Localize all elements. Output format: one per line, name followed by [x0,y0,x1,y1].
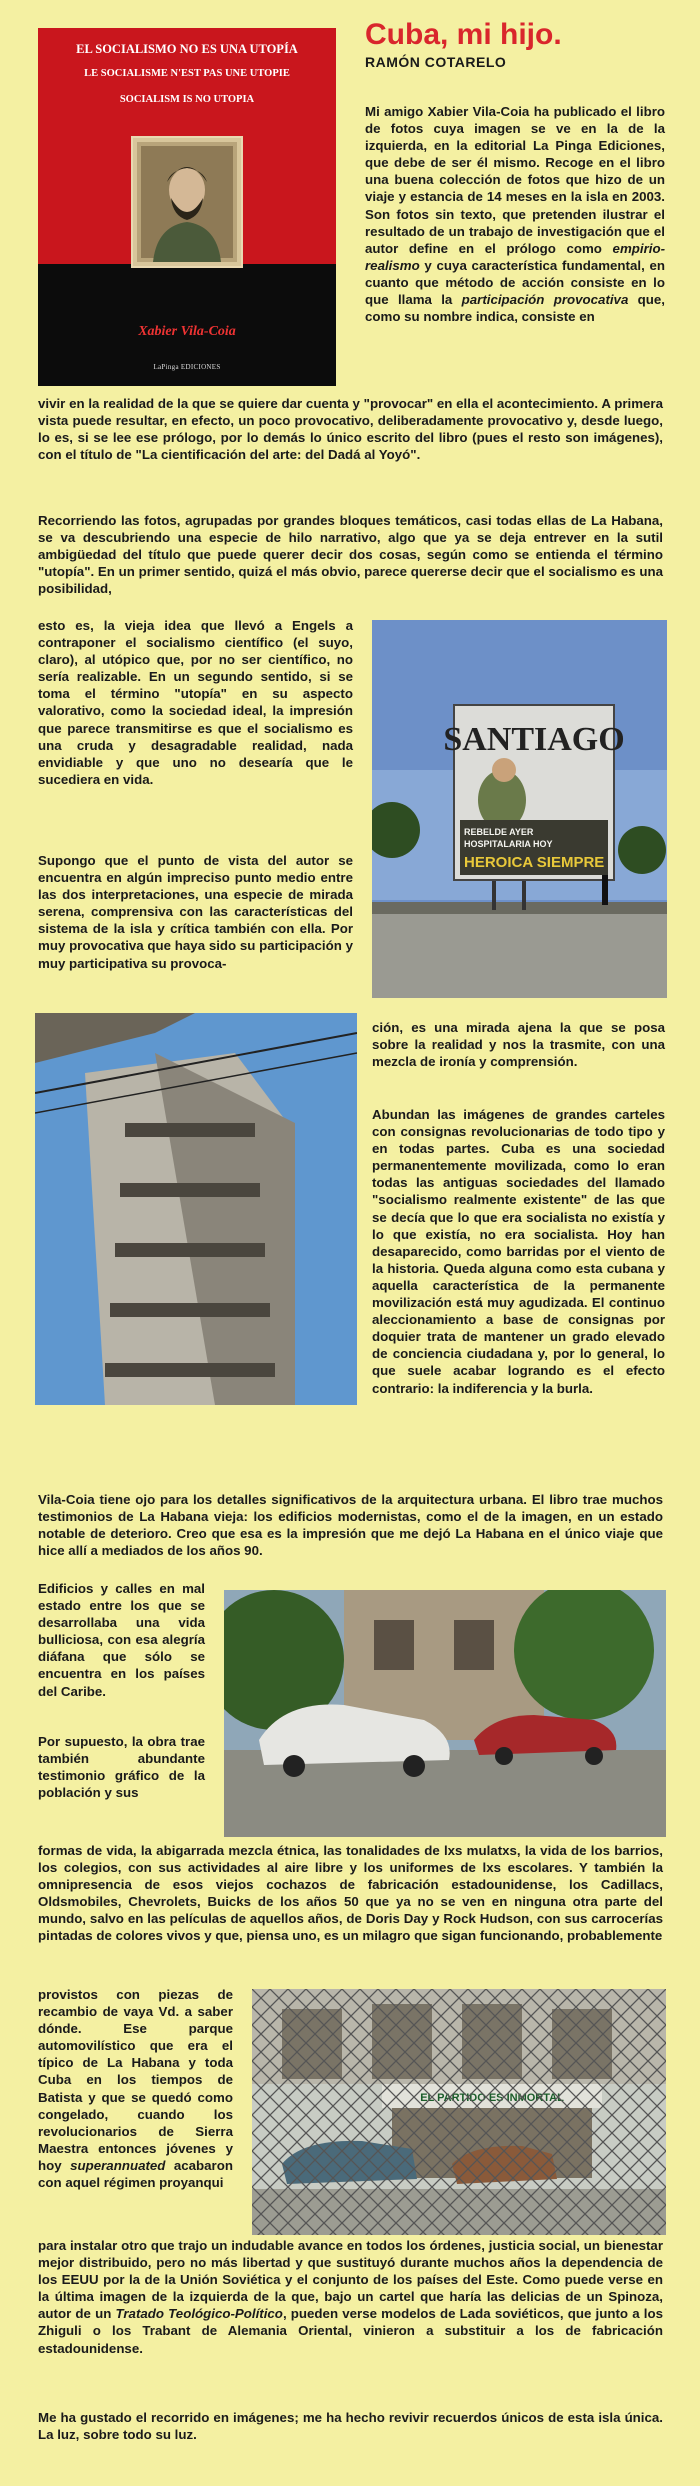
paragraph-cars: formas de vida, la abigarrada mezcla étnica, las tonalidades de lxs mulatxs, la vida de los barrios, los colegios, con sus actividades al aire libre y los uniformes de lxs escolares. Y también la omnipresencia de esos viejos cochazos de fabricación estadounidense, los Cadillacs, Oldsmobiles, Chevrolets, Buicks de los años 50 que ya no se ven en ninguna otra parte del mundo, salvo en las películas de aquellos años, de Doris Day y Rock Hudson, con sus carrocerías pintadas de colores vivos y que, piensa uno, es un milagro que sigan funcionando, probablemente [38,1843,663,1944]
cover-portrait-frame [131,136,243,268]
intro-term-1: empirio-realismo [365,240,666,273]
intro-text-1: Mi amigo Xabier Vila-Coia ha publicado el libro de fotos cuya imagen se ve en la de la izquierda, en la editorial La Pinga Ediciones, que debe de ser él mismo. Recoge en el libro una buena colección de fotos que hizo de un viaje y estancia de 14 meses en la isla en 2003. Son fotos sin texto, que pretenden ilustrar el resultado de un trabajo de investigación que el autor define en el prólogo como [365,104,665,256]
intro-paragraph [365,103,665,325]
intro-term-2: participación provocativa [461,292,629,308]
party-slogan-fence-photo [252,1989,666,2235]
paragraph-revolution [38,2237,663,2357]
revolution-text-2: , pueden verse modelos de Lada soviéticos, que junto a los Zhiguli o los Trabant de Alemania Oriental, vinieron a substituir a los de fabricación estadounidense. [38,2306,663,2356]
sign-line-rebelde: REBELDE AYER [464,827,534,837]
paragraph-point-of-view: Supongo que el punto de vista del autor se encuentra en algún impreciso punto medio entre las dos interpretaciones, una especie de mirada serena, comprensiva con las características del sistema de la isla y crítica también con ella. Por muy provocativa que haya sido su participación y muy participativa su provoca- [38,853,353,971]
cover-author: Xabier Vila-Coia [138,324,236,339]
paragraph-architecture: Vila-Coia tiene ojo para los detalles significativos de la arquitectura urbana. El libro trae muchos testimonios de La Habana vieja: los edificios modernistas, como el de la imagen, en un estado notable de deterioro. Creo que esa es la impresión que me dejó La Habana en el único viaje que hice allí a mediados de los años 90. [38,1492,663,1559]
paragraph-batista [38,1986,233,2191]
cover-publisher: LaPinga EDICIONES [153,363,221,371]
cover-title-fr: LE SOCIALISME N'EST PAS UNE UTOPIE [84,68,290,79]
paragraph-gaze: ción, es una mirada ajena la que se posa sobre la realidad y nos la trasmite, con una mezcla de ironía y comprensión. [372,1020,665,1070]
paragraph-streets: Edificios y calles en mal estado entre los que se desarrollaba una vida bulliciosa, con esa alegría diáfana que sólo se encuentra en los países del Caribe. [38,1581,205,1699]
modernist-building-photo [35,1013,357,1405]
sign-line-hospitalaria: HOSPITALARIA HOY [464,839,553,849]
batista-text-2: acabaron con aquel régimen proyanqui [38,2157,233,2191]
portrait-illustration [137,142,237,262]
article-author: RAMÓN COTARELO [365,54,507,70]
cover-title-es: EL SOCIALISMO NO ES UNA UTOPÍA [76,42,298,56]
paragraph-engels: esto es, la vieja idea que llevó a Engels a contraponer el socialismo científico (el suyo, claro), al utópico que, por no ser científico, no sería realizable. En un segundo sentido, si se toma el término "utopía" en su aspecto valorativo, como la sociedad ideal, la impresión que parece transmitirse es que el socialismo es una cruda y desagradable realidad, nada envidiable y que uno no desearía que le sucediera en vida. [38,618,353,787]
paragraph-utopia: Recorriendo las fotos, agrupadas por grandes bloques temáticos, casi todas ellas de La Habana, se va descubriendo una especie de hilo narrativo, algo que ya se deja entrever en la sutil ambigüedad del título que puede querer decir dos cosas, según como se entienda el término "utopía". En un primer sentido, quizá el más obvio, parece quererse decir que el socialismo es una posibilidad, [38,513,663,597]
intro-text-3: que, como su nombre indica, consiste en [365,292,666,325]
paragraph-provocation: vivir en la realidad de la que se quiere dar cuenta y "provocar" en ella el acontecimiento. A primera vista puede resultar, en efecto, un poco provocativo, deliberadamente provocativo y, desde luego, lo es, si se lee ese prólogo, por lo demás lo único escrito del libro (pues el resto son imágenes), con el título de "La cientificación del arte: del Dadá al Yoyó". [38,396,663,463]
paragraph-closing: Me ha gustado el recorrido en imágenes; me ha hecho revivir recuerdos únicos de esta isla única. La luz, sobre todo su luz. [38,2410,663,2443]
batista-term: superannuated [70,2157,166,2173]
santiago-billboard-photo [372,620,667,998]
revolution-text-1: para instalar otro que trajo un indudable avance en todos los órdenes, justicia social, un bienestar mejor distribuido, pero no más libertad y que sustituyó durante muchos años la dependencia de los EEUU por la de la Unión Soviética y el conjunto de los países del Este. Como puede verse en la última imagen de la izquierda de la que, bajo un cartel que haría las delicias de un Spinoza, autor de un [38,2238,663,2322]
sign-line-heroica: HEROICA SIEMPRE [464,854,605,871]
revolution-term: Tratado Teológico-Político [115,2306,283,2322]
classic-cars-photo [224,1590,666,1837]
book-cover-image [38,28,336,386]
paragraph-slogans-a: Abundan las imágenes de grandes carteles con consignas revolucionarias de todo tipo y en todas partes. Cuba es una sociedad permanentemente movilizada, como lo eran todas las antiguas sociedades del llamado "socialismo realmente existente" de las que se decía que lo que era socialista no existía y lo que existía, no era socialista. Hoy han desaparecido, como barridas por el viento de la historia. Queda alguna como esta cubana y aquella característica de la permanente movilización está muy agudizada. El continuo aleccionamiento a base de consignas por doquier trata de mantener un grado elevado de conciencia ciudadana y, por lo general, lo que suele acabar logrando es el efecto contrario: la indiferencia y la burla. [372,1107,665,1396]
batista-text-1: provistos con piezas de recambio de vaya Vd. a saber dónde. Ese parque automovilístico que era el típico de La Habana y toda Cuba en los tiempos de Batista y que se quedó como congelado, cuando los revolucionarios de Sierra Maestra entonces jóvenes y hoy [38,1987,233,2173]
cover-title-en: SOCIALISM IS NO UTOPIA [119,94,255,105]
article-title: Cuba, mi hijo. [365,18,562,51]
intro-text-2: y cuya característica fundamental, en cuanto que método de acción consiste en lo que llama la [365,257,665,308]
paragraph-population: Por supuesto, la obra trae también abundante testimonio gráfico de la población y sus [38,1734,205,1801]
sign-santiago: SANTIAGO [443,721,625,758]
